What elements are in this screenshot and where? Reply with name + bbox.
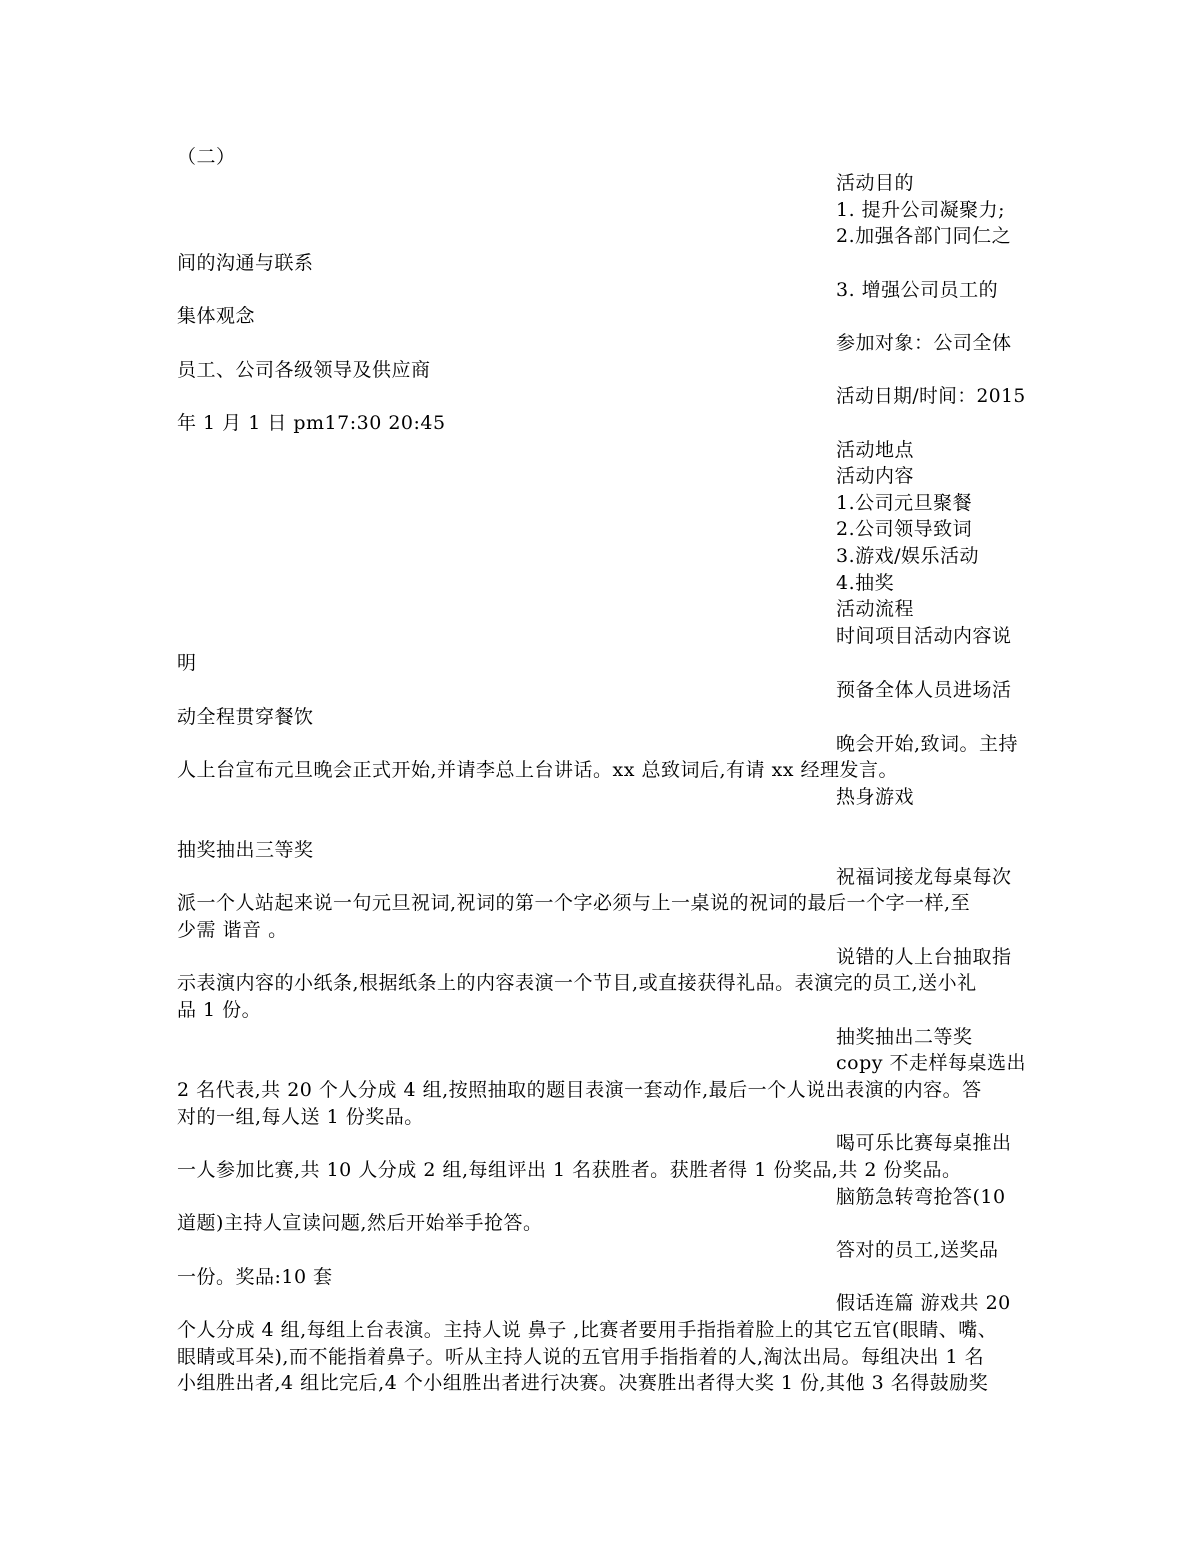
text-line: 活动流程 (836, 598, 915, 620)
text-line: 晚会开始,致词。主持 (836, 733, 1019, 755)
text-line: 2.公司领导致词 (836, 518, 973, 540)
text-line: 说错的人上台抽取指 (836, 946, 1012, 968)
text-line: 3.游戏/娱乐活动 (836, 545, 980, 567)
text-line: 抽奖抽出二等奖 (836, 1026, 973, 1048)
text-line: 1.公司元旦聚餐 (836, 492, 973, 514)
text-line: 2 名代表,共 20 个人分成 4 组,按照抽取的题目表演一套动作,最后一个人说出表演的内容。答 (177, 1079, 982, 1101)
text-line: 年 1 月 1 日 pm17:30 20:45 (177, 412, 446, 434)
text-line: 祝福词接龙每桌每次 (836, 866, 1012, 888)
text-line: 1. 提升公司凝聚力; (836, 199, 1006, 221)
text-line: 集体观念 (177, 305, 256, 327)
text-line: 假话连篇 游戏共 20 (836, 1292, 1011, 1314)
text-line: 动全程贯穿餐饮 (177, 706, 314, 728)
text-line: 预备全体人员进场活 (836, 679, 1012, 701)
text-line: 2.加强各部门同仁之 (836, 225, 1012, 247)
text-line: 时间项目活动内容说 (836, 625, 1012, 647)
text-line: 答对的员工,送奖品 (836, 1239, 999, 1261)
text-line: 示表演内容的小纸条,根据纸条上的内容表演一个节目,或直接获得礼品。表演完的员工,送小礼 (177, 972, 977, 994)
text-line: 眼睛或耳朵),而不能指着鼻子。听从主持人说的五官用手指指着的人,淘汰出局。每组决出 1 名 (177, 1346, 985, 1368)
text-line: 少需 谐音 。 (177, 919, 288, 941)
text-line: 抽奖抽出三等奖 (177, 839, 314, 861)
section-heading: （二） (177, 146, 236, 168)
text-line: 一人参加比赛,共 10 人分成 2 组,每组评出 1 名获胜者。获胜者得 1 份奖品,共 2 份奖品。 (177, 1159, 962, 1181)
text-line: 参加对象：公司全体 (836, 332, 1012, 354)
text-line: 3. 增强公司员工的 (836, 279, 999, 301)
text-line: 个人分成 4 组,每组上台表演。主持人说 鼻子 ,比赛者要用手指指着脸上的其它五官(眼睛、嘴、 (177, 1319, 998, 1341)
text-line: 4.抽奖 (836, 572, 895, 594)
text-line: 品 1 份。 (177, 999, 262, 1021)
text-line: 一份。奖品:10 套 (177, 1266, 333, 1288)
text-line: 脑筋急转弯抢答(10 (836, 1186, 1006, 1208)
text-line: 人上台宣布元旦晚会正式开始,并请李总上台讲话。xx 总致词后,有请 xx 经理发言。 (177, 759, 899, 781)
text-line: 派一个人站起来说一句元旦祝词,祝词的第一个字必须与上一桌说的祝词的最后一个字一样,至 (177, 892, 971, 914)
text-line: copy 不走样每桌选出 (836, 1052, 1027, 1074)
text-line: 活动日期/时间：2015 (836, 385, 1026, 407)
text-line: 活动目的 (836, 172, 915, 194)
text-line: 员工、公司各级领导及供应商 (177, 359, 431, 381)
text-line: 对的一组,每人送 1 份奖品。 (177, 1106, 424, 1128)
text-line: 间的沟通与联系 (177, 252, 314, 274)
text-line: 活动内容 (836, 465, 915, 487)
text-line: 明 (177, 652, 197, 674)
text-line: 喝可乐比赛每桌推出 (836, 1132, 1012, 1154)
text-line: 热身游戏 (836, 786, 915, 808)
text-line: 小组胜出者,4 组比完后,4 个小组胜出者进行决赛。决赛胜出者得大奖 1 份,其他 3 名得鼓励奖 (177, 1372, 989, 1394)
text-line: 活动地点 (836, 439, 915, 461)
text-line: 道题)主持人宣读问题,然后开始举手抢答。 (177, 1212, 543, 1234)
